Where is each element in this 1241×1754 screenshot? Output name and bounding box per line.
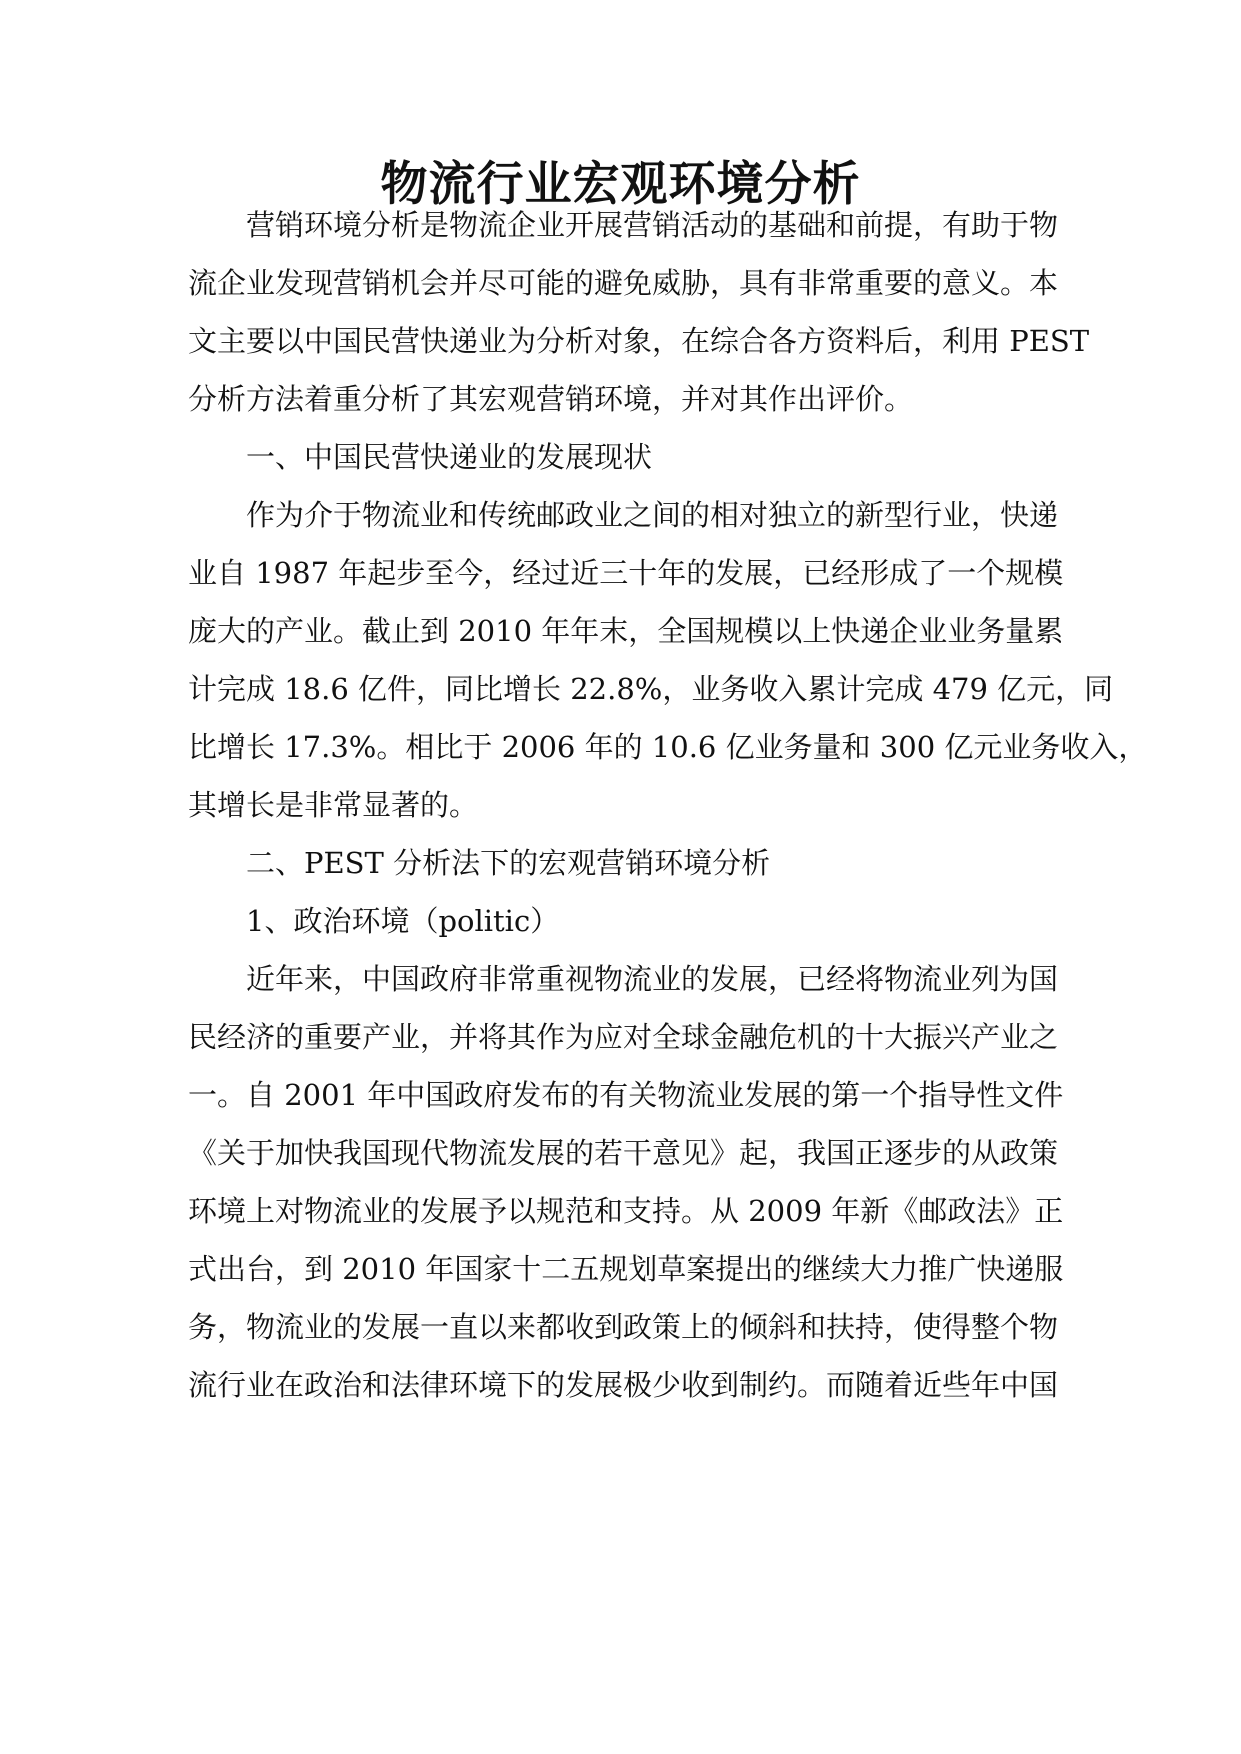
paragraph-line: 庞大的产业。截止到 2010 年年末，全国规模以上快递企业业务量累 [188, 614, 1064, 648]
paragraph-line: 计完成 18.6 亿件，同比增长 22.8%，业务收入累计完成 479 亿元，同 [188, 672, 1114, 706]
paragraph-line: 流企业发现营销机会并尽可能的避免威胁，具有非常重要的意义。本 [188, 266, 1059, 300]
paragraph-line: 文主要以中国民营快递业为分析对象，在综合各方资料后，利用 PEST [188, 324, 1090, 358]
paragraph-line: 近年来，中国政府非常重视物流业的发展，已经将物流业列为国 [246, 962, 1059, 996]
paragraph-line: 分析方法着重分析了其宏观营销环境，并对其作出评价。 [188, 382, 914, 416]
paragraph-line: 比增长 17.3%。相比于 2006 年的 10.6 亿业务量和 300 亿元业务收入， [188, 730, 1148, 764]
section-heading: 一、中国民营快递业的发展现状 [246, 440, 653, 474]
paragraph-line: 作为介于物流业和传统邮政业之间的相对独立的新型行业，快递 [246, 498, 1059, 532]
document-title: 物流行业宏观环境分析 [380, 157, 861, 212]
paragraph-line: 式出台，到 2010 年国家十二五规划草案提出的继续大力推广快递服 [188, 1252, 1064, 1286]
subsection-heading: 1、政治环境（politic） [246, 904, 560, 938]
section-heading: 二、PEST 分析法下的宏观营销环境分析 [246, 846, 771, 880]
paragraph-line: 环境上对物流业的发展予以规范和支持。从 2009 年新《邮政法》正 [188, 1194, 1064, 1228]
paragraph-line: 营销环境分析是物流企业开展营销活动的基础和前提，有助于物 [246, 208, 1059, 242]
paragraph-line: 民经济的重要产业，并将其作为应对全球金融危机的十大振兴产业之 [188, 1020, 1059, 1054]
paragraph-line: 其增长是非常显著的。 [188, 788, 479, 822]
paragraph-line: 《关于加快我国现代物流发展的若干意见》起，我国正逐步的从政策 [188, 1136, 1059, 1170]
paragraph-line: 流行业在政治和法律环境下的发展极少收到制约。而随着近些年中国 [188, 1368, 1059, 1402]
paragraph-line: 务，物流业的发展一直以来都收到政策上的倾斜和扶持，使得整个物 [188, 1310, 1059, 1344]
paragraph-line: 一。自 2001 年中国政府发布的有关物流业发展的第一个指导性文件 [188, 1078, 1064, 1112]
paragraph-line: 业自 1987 年起步至今，经过近三十年的发展，已经形成了一个规模 [188, 556, 1064, 590]
